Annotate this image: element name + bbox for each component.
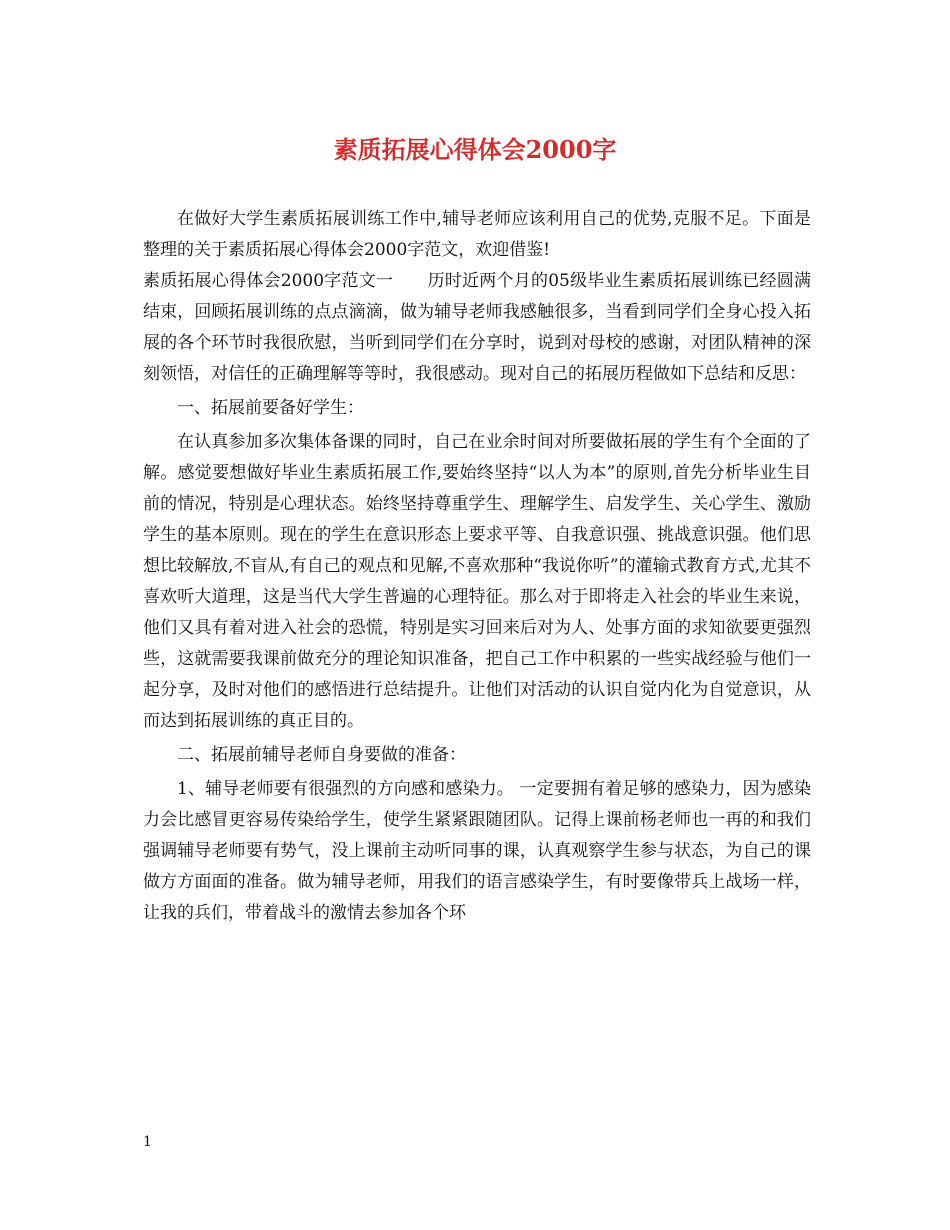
section-heading-teacher-preparation: 二、拓展前辅导老师自身要做的准备： (177, 745, 466, 765)
prepare-students-paragraph: 在认真参加多次集体备课的同时，自己在业余时间对所要做拓展的学生有个全面的了解。感觉要想做好毕业生素质拓展工作,要始终坚持“以人为本”的原则,首先分析毕业生目前的情况，特别是心理状态。始终坚持尊重学生、理解学生、启发学生、关心学生、激励学生的基本原则。现在的学生在意识形态上要求平等、自我意识强、挑战意识强。他们思想比较解放,不盲从,有自己的观点和见解,不喜欢那种“我说你听”的灌输式教育方式,尤其不喜欢听大道理，这是当代大学生普遍的心理特征。那么对于即将走入社会的毕业生来说，他们又具有着对进入社会的恐慌，特别是实习回来后对为人、处事方面的求知欲要更强烈些，这就需要我课前做充分的理论知识准备，把自己工作中积累的一些实战经验与他们一起分享，及时对他们的感悟进行总结提升。让他们对活动的认识自觉内化为自觉意识，从而达到拓展训练的真正目的。 (143, 432, 811, 731)
page-number: 1 (143, 1134, 152, 1150)
section-heading-prepare-students: 一、拓展前要备好学生： (177, 398, 364, 418)
document-body (143, 204, 811, 929)
document-title: 素质拓展心得体会2000字 (333, 135, 617, 164)
intro-paragraph: 在做好大学生素质拓展训练工作中,辅导老师应该利用自己的优势,克服不足。下面是整理的关于素质拓展心得体会2000字范文，欢迎借鉴! (143, 209, 811, 260)
essay-one-opening-paragraph: 素质拓展心得体会2000字范文一 历时近两个月的05级毕业生素质拓展训练已经圆满结束，回顾拓展训练的点点滴滴，做为辅导老师我感触很多，当看到同学们全身心投入拓展的各个环节时我很欣慰，当听到同学们在分享时，说到对母校的感谢，对团队精神的深刻领悟，对信任的正确理解等等时，我很感动。现对自己的拓展历程做如下总结和反思： (143, 271, 811, 384)
teacher-preparation-paragraph: 1、辅导老师要有很强烈的方向感和感染力。 一定要拥有着足够的感染力，因为感染力会比感冒更容易传染给学生，使学生紧紧跟随团队。记得上课前杨老师也一再的和我们强调辅导老师要有势气，没上课前主动听同事的课，认真观察学生参与状态，为自己的课做方方面面的准备。做为辅导老师，用我们的语言感染学生，有时要像带兵上战场一样，让我的兵们，带着战斗的激情去参加各个环 (143, 779, 811, 923)
